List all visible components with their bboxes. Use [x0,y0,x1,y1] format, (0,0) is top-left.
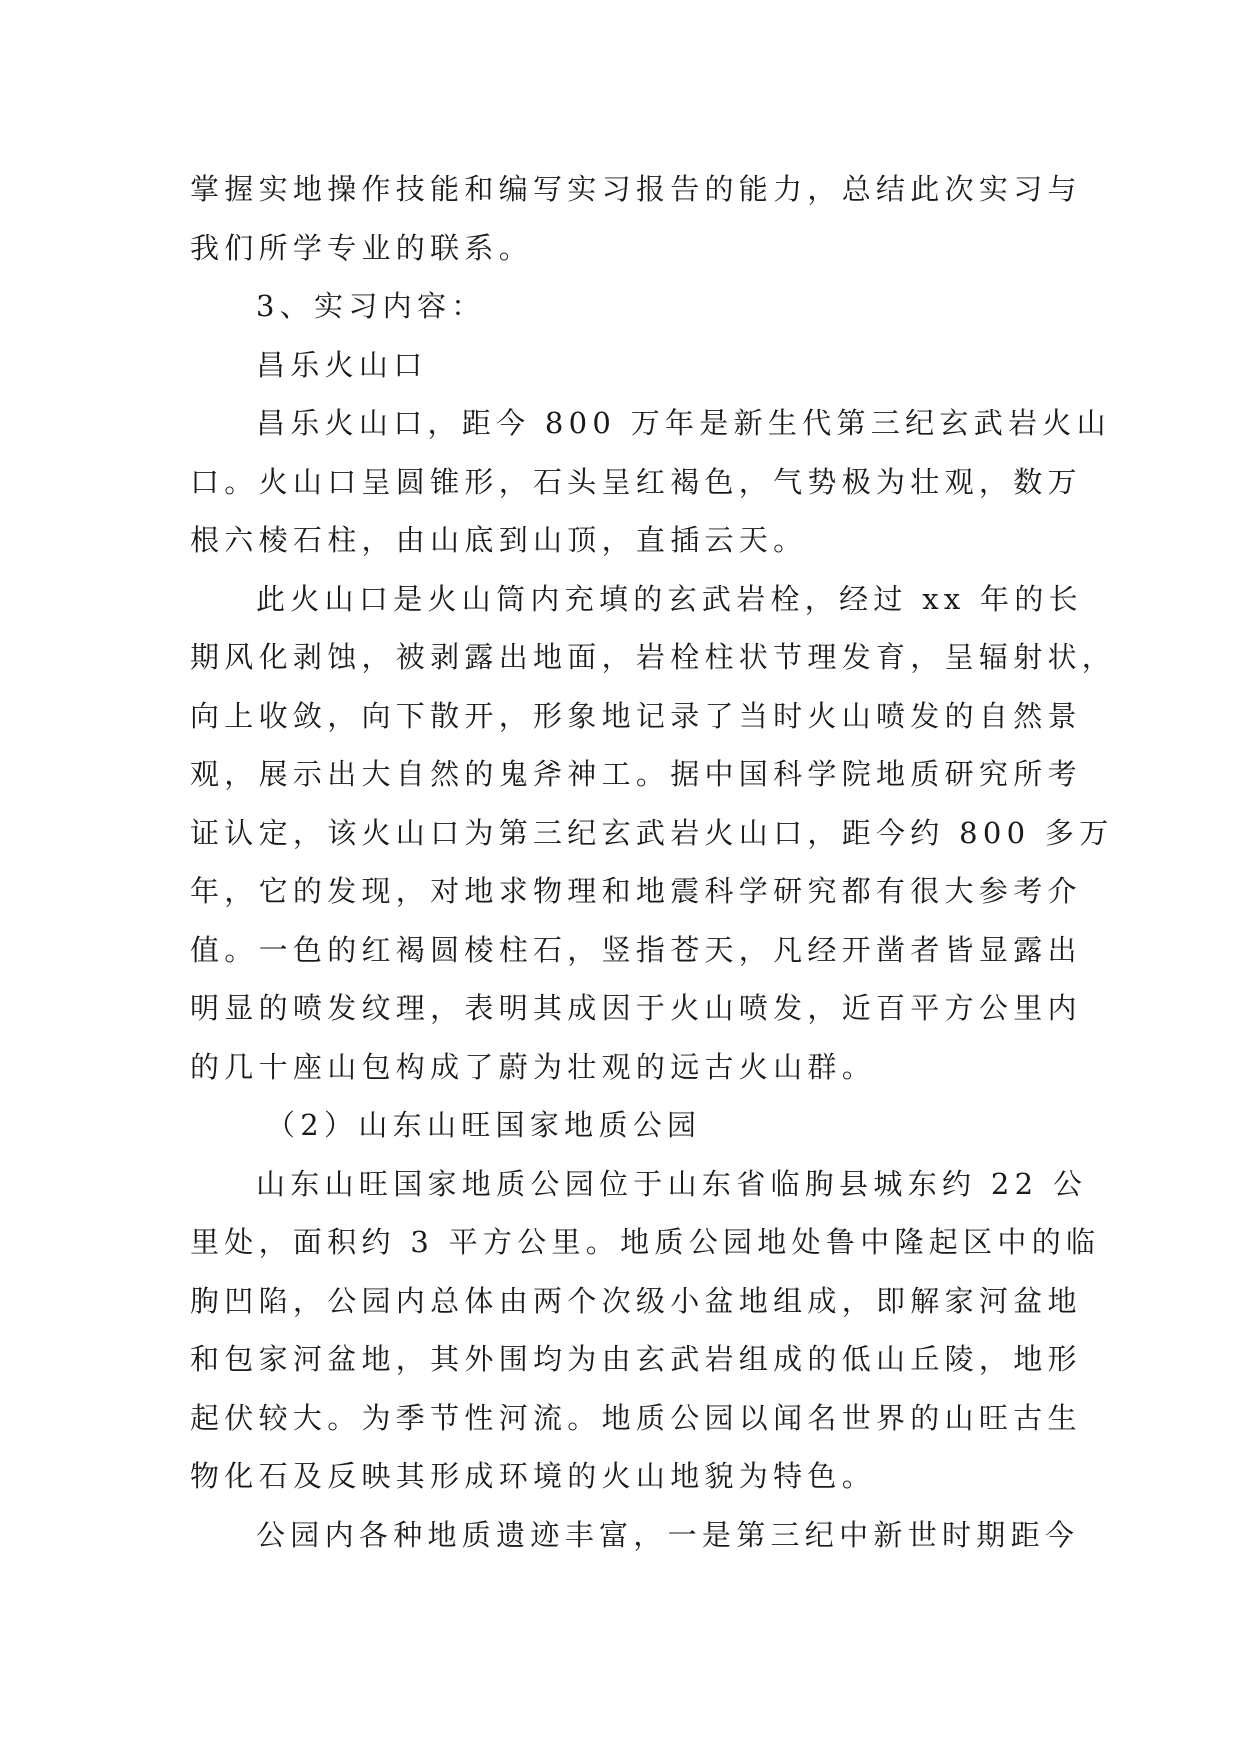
subsection-heading [190,336,1042,395]
heading-text: （2）山东山旺国家地质公园 [266,1108,702,1142]
paragraph [190,1506,1080,1565]
text-line: 根六棱石柱，由山底到山顶，直插云天。 [190,523,808,557]
document-page [190,160,1117,1564]
text-line: 我们所学专业的联系。 [190,230,534,265]
text-line: 证认定，该火山口为第三纪玄武岩火山口，距今约 800 多万 [190,815,1114,850]
text-line: 向上收敛，向下散开，形象地记录了当时火山喷发的自然景 [190,698,1082,733]
text-line: 掌握实地操作技能和编写实习报告的能力，总结此次实习与 [190,172,1082,206]
text-line: 昌乐火山口，距今 800 万年是新生代第三纪玄武岩火山 [256,406,1111,440]
text-line: 年，它的发现，对地求物理和地震科学研究都有很大参考介 [190,874,1082,908]
text-line: 公园内各种地质遗迹丰富，一是第三纪中新世时期距今 [256,1517,1080,1552]
subsection-heading [190,1096,1042,1155]
text-line: 观，展示出大自然的鬼斧神工。据中国科学院地质研究所考 [190,757,1082,791]
text-line: 明显的喷发纹理，表明其成因于火山喷发，近百平方公里内 [190,991,1082,1025]
text-line: 和包家河盆地，其外围均为由玄武岩组成的低山丘陵，地形 [190,1342,1082,1376]
text-line: 的几十座山包构成了蔚为壮观的远古火山群。 [190,1049,877,1084]
text-line: 物化石及反映其形成环境的火山地貌为特色。 [190,1459,877,1493]
section-heading [190,277,1042,336]
heading-text: 昌乐火山口 [256,347,428,382]
text-line: 值。一色的红褐圆棱柱石，竖指苍天，凡经开凿者皆显露出 [190,932,1082,967]
text-line: 里处，面积约 3 平方公里。地质公园地处鲁中隆起区中的临 [190,1225,1101,1259]
text-line: 起伏较大。为季节性河流。地质公园以闻名世界的山旺古生 [190,1400,1082,1435]
text-line: 朐凹陷，公园内总体由两个次级小盆地组成，即解家河盆地 [190,1283,1082,1318]
text-line: 此火山口是火山筒内充填的玄武岩栓，经过 xx 年的长 [256,581,1083,616]
paragraph [190,570,1117,1097]
heading-text: 3、实习内容： [256,289,486,323]
paragraph [190,1155,1101,1506]
text-line: 期风化剥蚀，被剥露出地面，岩栓柱状节理发育，呈辐射状， [190,640,1117,674]
text-line: 山东山旺国家地质公园位于山东省临朐县城东约 22 公 [256,1166,1088,1201]
paragraph-continuation [190,160,1082,277]
paragraph [190,394,1111,570]
text-line: 口。火山口呈圆锥形，石头呈红褐色，气势极为壮观，数万 [190,464,1082,499]
